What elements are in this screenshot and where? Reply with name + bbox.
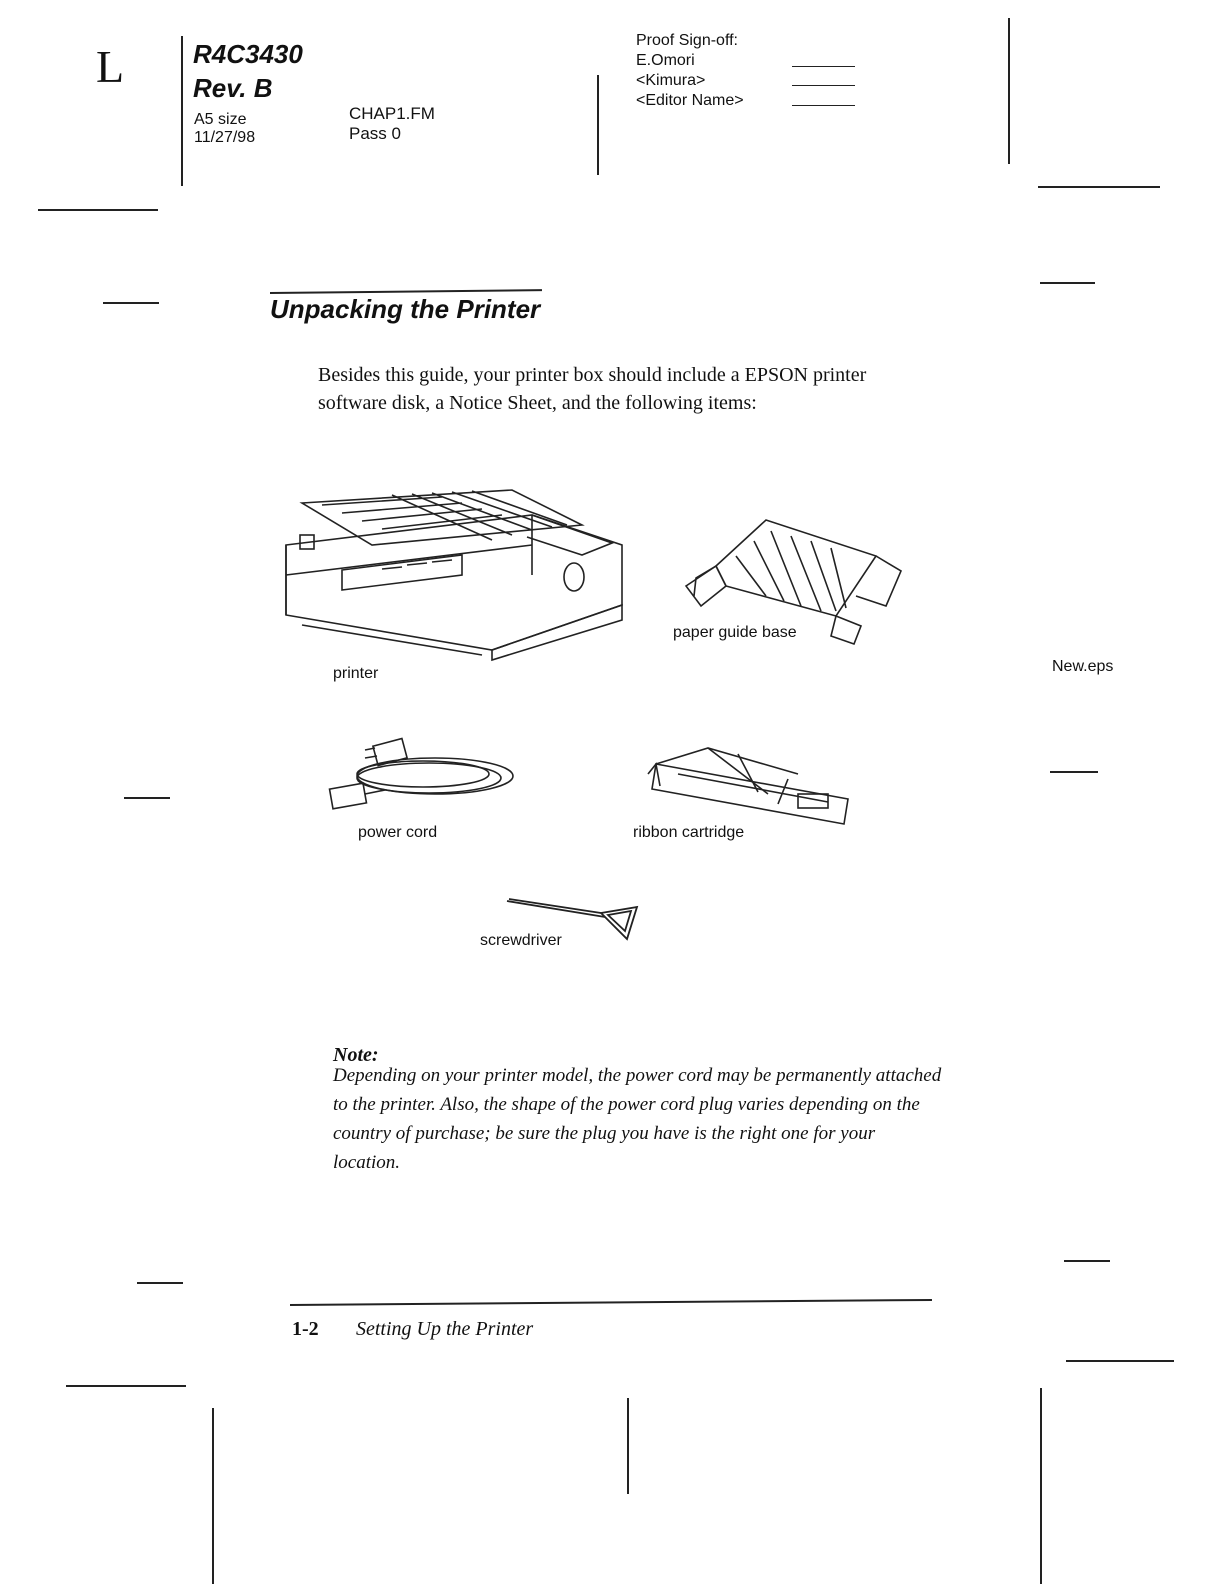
proof-signoff	[636, 31, 744, 111]
date-label: 11/27/98	[194, 129, 256, 146]
signature-line	[792, 105, 855, 106]
crop-mark	[1038, 186, 1160, 188]
signature-line	[792, 66, 855, 67]
note-body: Depending on your printer model, the power cord may be permanently attached to the printer. Also, the shape of the power cord plug varies depending on the country of purchase; be sure the plug you have is the right one for your location.	[333, 1065, 942, 1173]
crop-mark	[1066, 1360, 1174, 1362]
crop-mark	[1008, 18, 1010, 164]
doc-code: R4C3430	[193, 39, 303, 69]
intro-paragraph: Besides this guide, your printer box should include a EPSON printer software disk, a Notice Sheet, and the following items:	[318, 364, 867, 414]
note-title: Note:	[333, 1044, 379, 1066]
size-label: A5 size	[194, 111, 247, 128]
crop-mark	[627, 1398, 629, 1494]
crop-mark	[103, 302, 159, 304]
signer: <Kimura>	[636, 72, 706, 89]
signer: E.Omori	[636, 52, 695, 69]
crop-mark	[1040, 1388, 1042, 1584]
crop-mark	[124, 797, 170, 799]
page-number: 1-2	[292, 1318, 319, 1340]
crop-mark	[137, 1282, 183, 1284]
crop-mark	[181, 36, 183, 186]
crop-mark	[597, 75, 599, 175]
pass-label: Pass 0	[349, 124, 401, 143]
power-cord-illustration	[325, 738, 520, 810]
printer-illustration	[282, 485, 632, 660]
crop-mark	[66, 1385, 186, 1387]
ribbon-caption: ribbon cartridge	[633, 824, 745, 841]
crop-mark	[1064, 1260, 1110, 1262]
paper-guide-caption: paper guide base	[673, 624, 797, 641]
screwdriver-caption: screwdriver	[480, 932, 562, 949]
revision: Rev. B	[193, 73, 273, 103]
crop-mark	[212, 1408, 214, 1584]
section-heading: Unpacking the Printer	[270, 294, 541, 324]
proof-title: Proof Sign-off:	[636, 32, 738, 49]
file-label: CHAP1.FM	[349, 104, 435, 123]
crop-mark	[38, 209, 158, 211]
signature-line	[792, 85, 855, 86]
chapter-title: Setting Up the Printer	[356, 1318, 534, 1340]
printer-caption: printer	[333, 665, 379, 682]
figure-file-label: New.eps	[1052, 658, 1114, 675]
crop-mark	[1050, 771, 1098, 773]
crop-mark	[1040, 282, 1095, 284]
corner-letter: L	[96, 41, 125, 92]
power-cord-caption: power cord	[358, 824, 438, 841]
ribbon-cartridge-illustration	[648, 744, 868, 832]
footer-rule	[290, 1299, 932, 1306]
signer: <Editor Name>	[636, 92, 744, 109]
